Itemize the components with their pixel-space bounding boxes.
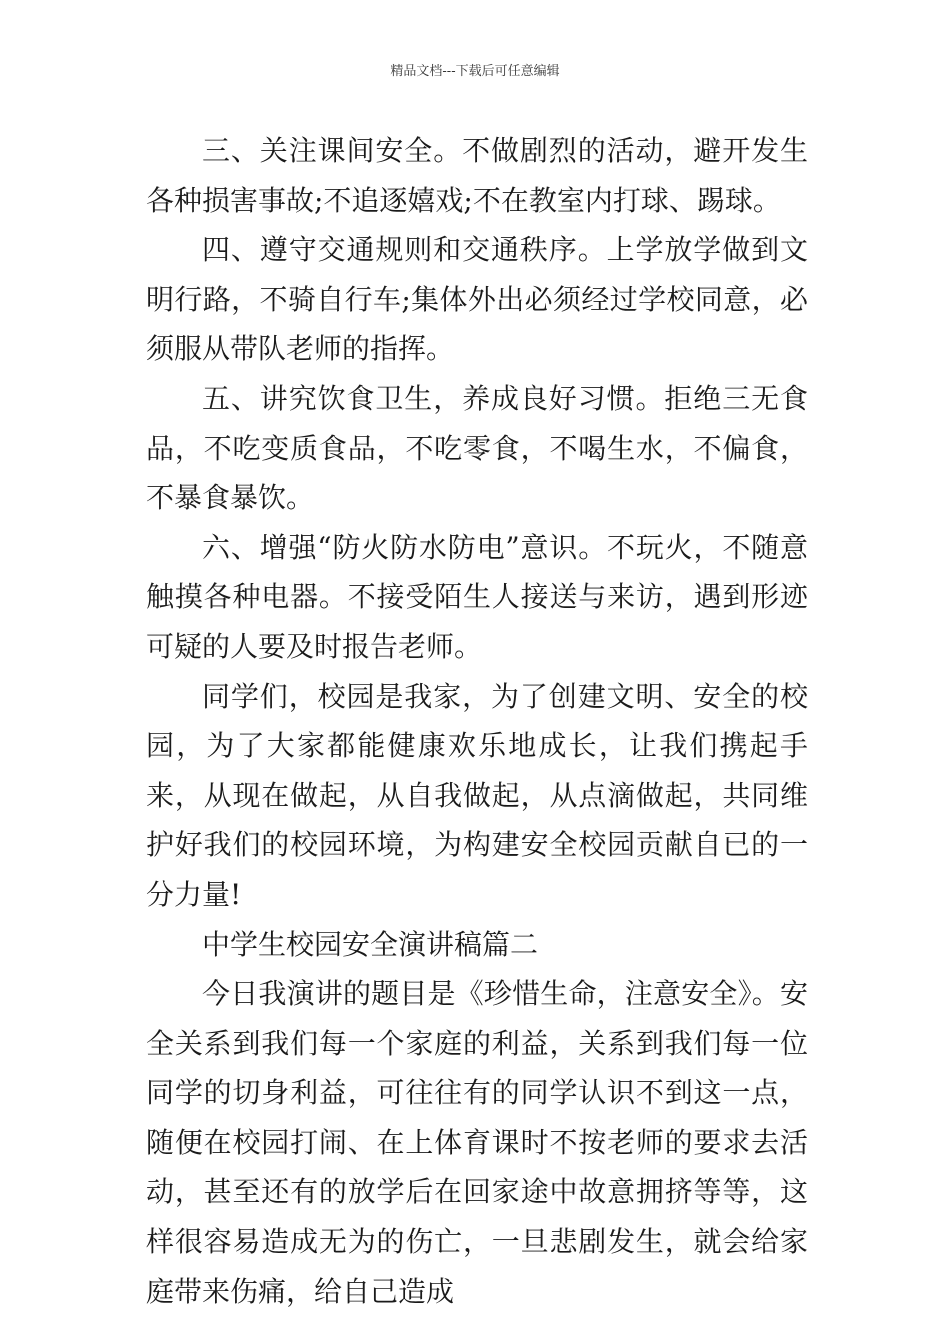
paragraph-food-hygiene: 五、讲究饮食卫生，养成良好习惯。拒绝三无食品，不吃变质食品，不吃零食，不喝生水，不偏食，不暴食暴饮。: [146, 381, 808, 515]
page-header: 精品文档---下载后可任意编辑: [390, 64, 560, 79]
paragraph-speech-two-intro: 今日我演讲的题目是《珍惜生命，注意安全》。安全关系到我们每一个家庭的利益，关系到我们每一位同学的切身利益，可往往有的同学认识不到这一点，随便在校园打闹、在上体育课时不按老师的要求去活动，甚至还有的放学后在回家途中故意拥挤等等，这样很容易造成无为的伤亡，一旦悲剧发生，就会给家庭带来伤痛，给自己造成: [146, 977, 808, 1308]
paragraph-traffic-rules: 四、遵守交通规则和交通秩序。上学放学做到文明行路，不骑自行车;集体外出必须经过学校同意，必须服从带队老师的指挥。: [146, 233, 808, 366]
paragraph-fire-water-electric: 六、增强“防火防水防电”意识。不玩火，不随意触摸各种电器。不接受陌生人接送与来访，遇到形迹可疑的人要及时报告老师。: [146, 530, 808, 663]
section-heading-speech-two: 中学生校园安全演讲稿篇二: [202, 927, 539, 961]
document-body: [146, 126, 808, 1316]
paragraph-closing-appeal: 同学们，校园是我家，为了创建文明、安全的校园，为了大家都能健康欢乐地成长，让我们携起手来，从现在做起，从自我做起，从点滴做起，共同维护好我们的校园环境，为构建安全校园贡献自已的一分力量!: [146, 679, 808, 911]
paragraph-class-break-safety: 三、关注课间安全。不做剧烈的活动，避开发生各种损害事故;不追逐嬉戏;不在教室内打球、踢球。: [146, 134, 808, 217]
